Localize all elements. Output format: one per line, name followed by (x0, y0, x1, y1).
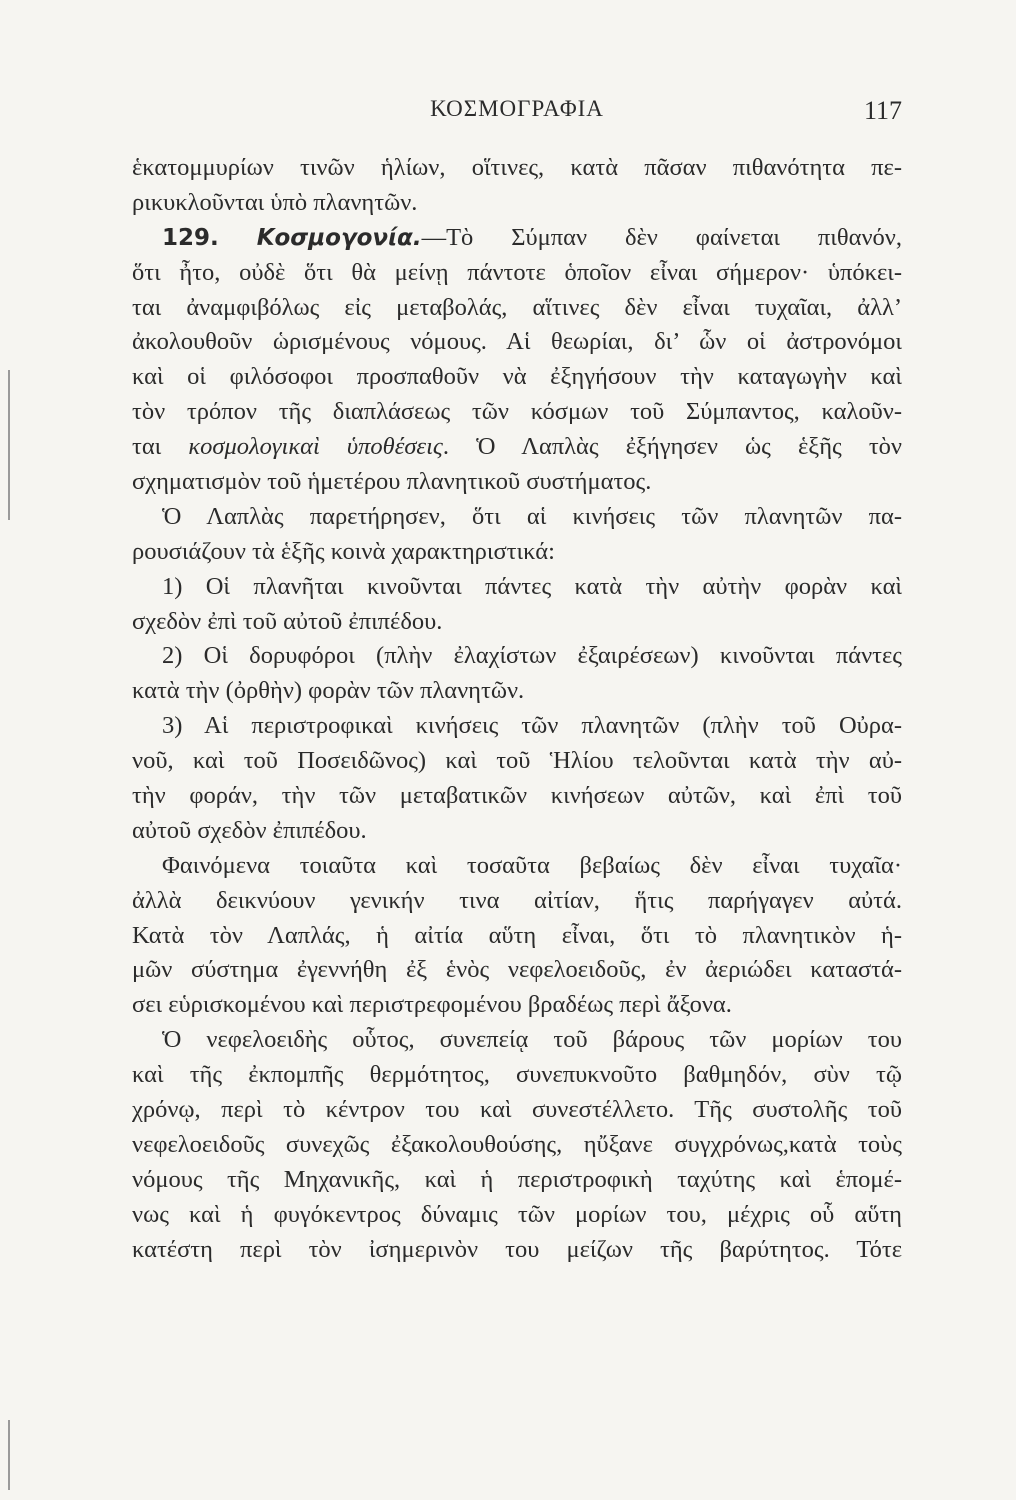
text-run: ται (132, 433, 162, 461)
section-heading-line (132, 221, 902, 256)
text-line: ἑκατομμυρίων τινῶν ἡλίων, οἵτινες, κατὰ πᾶσαν πιθανότητα πε- (132, 154, 902, 181)
text-line: τὸν τρόπον τῆς διαπλάσεως τῶν κόσμων τοῦ Σύμπαντος, καλοῦν- (132, 398, 902, 426)
list-item: 2) Οἱ δορυφόροι (πλὴν ἐλαχίστων ἐξαιρέσεων) κινοῦνται πάντες (162, 642, 902, 670)
text-line: ὅτι ἦτο, οὐδὲ ὅτι θὰ μείνῃ πάντοτε ὁποῖον εἶναι σήμερον· ὑπόκει- (132, 258, 902, 286)
text-line: σχηματισμὸν τοῦ ἡμετέρου πλανητικοῦ συστήματος. (132, 468, 652, 496)
section-title: Κοσμογονία. (256, 224, 422, 251)
text-line: νεφελοειδοῦς συνεχῶς ἐξακολουθούσης, ηὔξανε συγχρόνως,κατὰ τοὺς (132, 1130, 902, 1158)
text-line: νως καὶ ἡ φυγόκεντρος δύναμις τῶν μορίων του, μέχρις οὗ αὕτη (132, 1200, 902, 1228)
text-line: ρικυκλοῦνται ὑπὸ πλανητῶν. (132, 188, 418, 216)
running-title: ΚΟΣΜΟΓΡΑΦΙΑ (430, 96, 604, 121)
text-line: καὶ οἱ φιλόσοφοι προσπαθοῦν νὰ ἐξηγήσουν τὴν καταγωγὴν καὶ (132, 363, 902, 391)
text-line: χρόνῳ, περὶ τὸ κέντρον του καὶ συνεστέλλετο. Τῆς συστολῆς τοῦ (132, 1096, 902, 1124)
margin-mark (8, 370, 10, 520)
text-run: —Τὸ Σύμπαν δὲν φαίνεται πιθανόν, (421, 223, 902, 251)
text-line: καὶ τῆς ἐκπομπῆς θερμότητος, συνεπυκνοῦτο βαθμηδόν, σὺν τῷ (132, 1061, 902, 1089)
text-line: κατέστη περὶ τὸν ἰσημερινὸν του μείζων τῆς βαρύτητος. Τότε (132, 1235, 902, 1263)
emphasized-term: κοσμολογικαὶ ὑποθέσεις (188, 433, 443, 461)
text-line: ρουσιάζουν τὰ ἑξῆς κοινὰ χαρακτηριστικά: (132, 537, 555, 565)
text-line: αὐτοῦ σχεδὸν ἐπιπέδου. (132, 816, 367, 844)
text-line: κατὰ τὴν (ὀρθὴν) φορὰν τῶν πλανητῶν. (132, 677, 525, 705)
text-line: ἀκολουθοῦν ὡρισμένους νόμους. Αἱ θεωρίαι, δι’ ὧν οἱ ἀστρονόμοι (132, 328, 902, 356)
text-line: Ὁ Λαπλὰς παρετήρησεν, ὅτι αἱ κινήσεις τῶν πλανητῶν πα- (162, 502, 902, 530)
text-line: σχεδὸν ἐπὶ τοῦ αὐτοῦ ἐπιπέδου. (132, 607, 443, 635)
margin-mark (8, 1420, 10, 1490)
text-line: σει εὑρισκομένου καὶ περιστρεφομένου βραδέως περὶ ἄξονα. (132, 991, 732, 1019)
text-line: Φαινόμενα τοιαῦτα καὶ τοσαῦτα βεβαίως δὲν εἶναι τυχαῖα· (162, 851, 902, 879)
page-header (132, 96, 902, 130)
text-run: . Ὁ Λαπλὰς ἐξήγησεν ὡς ἑξῆς τὸν (442, 433, 902, 461)
body-text (132, 151, 902, 1268)
list-item: 3) Αἱ περιστροφικαὶ κινήσεις τῶν πλανητῶν (πλὴν τοῦ Οὐρα- (162, 712, 902, 740)
text-line: νόμους τῆς Μηχανικῆς, καὶ ἡ περιστροφικὴ ταχύτης καὶ ἑπομέ- (132, 1165, 902, 1193)
text-line: μῶν σύστημα ἐγεννήθη ἐξ ἑνὸς νεφελοειδοῦς, ἐν ἀεριώδει καταστά- (132, 956, 902, 984)
section-number: 129. (162, 224, 219, 251)
text-line (132, 430, 902, 465)
page-number: 117 (863, 96, 902, 125)
text-line: ται ἀναμφιβόλως εἰς μεταβολάς, αἵτινες δὲν εἶναι τυχαῖαι, ἀλλ’ (132, 293, 902, 321)
list-item: 1) Οἱ πλανῆται κινοῦνται πάντες κατὰ τὴν αὐτὴν φορὰν καὶ (162, 572, 902, 600)
text-line: Ὁ νεφελοειδὴς οὗτος, συνεπείᾳ τοῦ βάρους τῶν μορίων του (162, 1026, 902, 1054)
text-line: τὴν φοράν, τὴν τῶν μεταβατικῶν κινήσεων αὐτῶν, καὶ ἐπὶ τοῦ (132, 782, 902, 810)
text-line: Κατὰ τὸν Λαπλάς, ἡ αἰτία αὕτη εἶναι, ὅτι τὸ πλανητικὸν ἡ- (132, 921, 902, 949)
text-line: ἀλλὰ δεικνύουν γενικήν τινα αἰτίαν, ἥτις παρήγαγεν αὐτά. (132, 886, 902, 914)
text-line: νοῦ, καὶ τοῦ Ποσειδῶνος) καὶ τοῦ Ἡλίου τελοῦνται κατὰ τὴν αὐ- (132, 747, 902, 775)
